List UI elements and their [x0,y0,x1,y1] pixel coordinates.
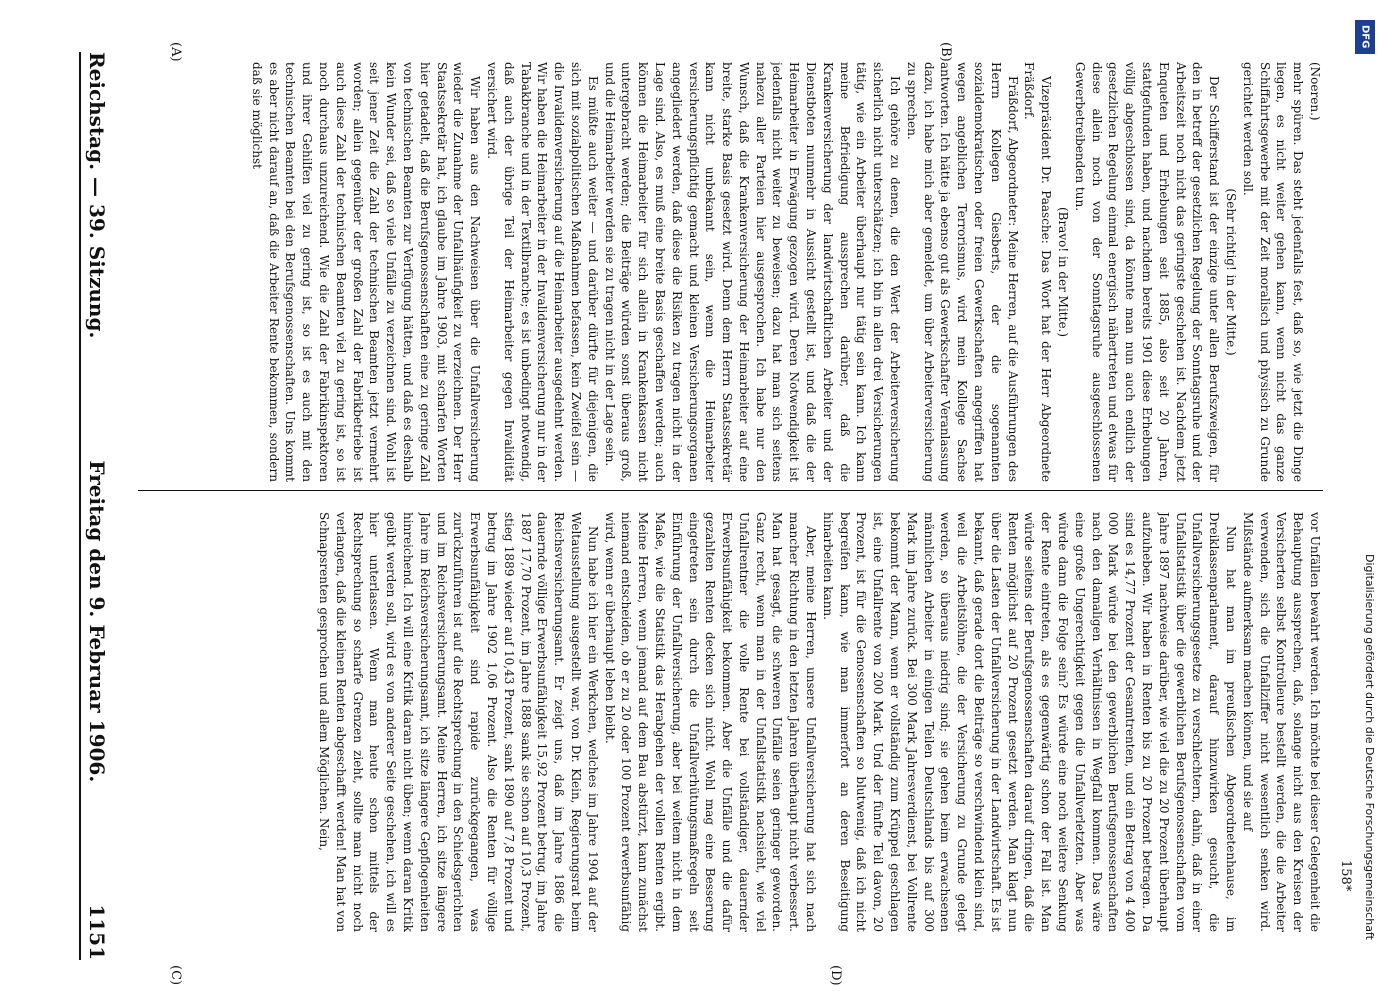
right-column-paragraph: vor Unfällen bewahrt werden. Ich möchte bei dieser Gelegenheit die Behauptung aussprechen, daß, solange nicht aus den Kreisen der Versicherten selbst Kontrolleure bestellt werden, die die Arbeiter verwenden, sich die Unfallziffer nicht wesentlich senken wird. Mißstände aufmerksam machen können, und sie auf [1240,512,1322,932]
page-header [79,52,131,960]
left-column-paragraph: Fräßdorf, Abgeordneter: Meine Herren, auf die Ausführungen des Herrn Kollegen Giesberts, der die sogenannten sozialdemokratischen oder freien Gewerkschaften angegriffen hat wegen angeblichen Terrorismus, wird mein Kollege Sachse antworten. Ich hätte ja ebenso gut als Gewerkschafter Veranlassung dazu, ich habe mich aber gemeldet, um über Arbeiterversicherung zu sprechen. [904,62,1020,482]
left-column-paragraph: Der Schifferstand ist der einzige unter allen Berufszweigen, für den in betreff der gesetzlichen Regelung der Sonntagsruhe und der Arbeitszeit noch nicht das geringste geschehen ist. Nachdem jetzt Enqueten und Erhebungen seit 1885, also seit 20 Jahren, stattgefunden haben, und nachdem bereits 1901 diese Erhebungen völlig abgeschlossen sind, da könnte man nun auch endlich der gesetzlichen Regelung einmal energisch nähertreten und etwas für diese allein noch von der Sonntagsruhe ausgeschlossenen Gewerbetreibenden tun. [1072,62,1222,482]
left-column-paragraph: (Sehr richtig! in der Mitte.) [1224,188,1239,356]
header-left: Reichstag. — 39. Sitzung. [85,52,109,339]
left-column-paragraph: Wir haben aus den Nachweisen über die Unfallversicherung wieder die Zunahme der Unfallhäufigkeit zu verzeichnen. Der Herr Staatssekretär hat, ich glaube im Jahre 1903, mit scharfen Worten hier getadelt, daß die Berufsgenossenschaften eine zu geringe Zahl von technischen Beamten zur Verfügung hätten, und daß es deshalb kein Wunder sei, daß so viele Unfälle zu verzeichnen sind. Wohl ist seit jener Zeit die Zahl der technischen Beamten jetzt vermehrt worden; allein gegenüber der großen Zahl der Fabrikbetriebe ist auch diese Zahl der technischen Beamten viel zu gering ist, so ist noch durchaus unzureichend. Wie die Zahl der Fabrikinspektoren und ihrer Gehilfen viel zu gering ist, so ist es auch mit den technischen Beamten bei den Berufsgenossenschaften. Uns kommt es aber nicht darauf an, daß die Arbeiter Rente bekommen, sondern daß sie möglichst [249,62,483,482]
left-column-paragraph: Es müßte auch weiter — und darüber dürfte für diejenigen, die sich mit sozialpolitischen Maßnahmen befassen, kein Zweifel sein — die Invalidenversicherung auf die Heimarbeiter ausgedehnt werden. Wir haben die Heimarbeiter in der Invalidenversicherung nur in der Tabakbranche und in der Textilbranche; es ist unbedingt notwendig, daß auch der übrige Teil der Heimarbeiter gegen Invalidität versichert wird. [484,62,600,482]
left-column-paragraph: Vizepräsident Dr. Paasche: Das Wort hat der Herr Abgeordnete Fräßdorf. [1022,62,1054,482]
footnote: 158* [1338,860,1353,892]
margin-marker-a: (A) [168,42,183,62]
margin-marker-b: (B) [938,42,953,62]
left-column-paragraph: (Bravo! in der Mitte.) [1056,206,1071,338]
right-column [138,512,1323,932]
side-credit-text: Digitalisierung gefördert durch die Deutsche Forschungsgemeinschaft [1363,554,1376,940]
header-center: Freitag den 9. Februar 1906. [85,460,109,783]
left-column [138,62,1323,482]
margin-marker-c: (C) [168,965,183,986]
right-column-paragraph: Aber, meine Herren, unsere Unfallversicherung hat sich nach mancher Richtung in den letzten Jahren überhaupt nicht verbessert. Man hat gesagt, die schweren Unfälle seien geringer geworden. Ganz recht, wenn man in der Unfallstatistik nachsieht, wie viel Unfallrentner die volle Rente bei vollständiger, dauernder Erwerbsunfähigkeit bekommen. Aber die Unfälle und die dafür gezahlten Renten decken sich nicht. Wohl mag eine Besserung eingetreten sein durch die Unfallverhütungsmaßregeln seit Einführung der Unfallversicherung, aber bei weitem nicht in dem Maße, wie die Statistik das Herabgehen der vollen Renten ergibt. Meine Herren, wenn jemand auf dem Bau abstürzt, kann zunächst niemand entscheiden, ob er zu 20 oder 100 Prozent erwerbsunfähig wird, wenn er überhaupt leben bleibt. [602,512,819,932]
margin-marker-d: (D) [828,965,843,986]
column-divider [138,490,1323,491]
right-column-paragraph: Nun hat man im preußischen Abgeordnetenhause, im Dreiklassenparlament, darauf hinzuwirken gesucht, die Unfallversicherungsgesetze zu verschlechtern, dahin, daß in einer Unfallstatistik über die gewerblichen Berufsgenossenschaften vom Jahre 1897 nachweise darüber, wie viel die zu 20 Prozent überhaupt aufzuheben. Wir haben in Renten bis zu 20 Prozent betragen. Da sind es 14,77 Prozent der Gesamtrenten, und ein Betrag von 4 400 000 Mark würde bei den gewerblichen Berufsgenossenschaften nach den damaligen Verhältnissen in Wegfall kommen. Das wäre eine große Ungerechtigkeit gegen die Unfallverletzten. Aber was würde dann die Folge sein? Es würde eine noch weitere Senkung der Rente eintreten, als es gegenwärtig schon der Fall ist. Man würde seitens der Berufsgenossenschaften darauf dringen, daß die Renten möglichst auf 20 Prozent gesetzt werden. Man klagt nun über die Lasten der Unfallversicherung in der Landwirtschaft. Es ist bekannt, daß gerade dort die Beiträge so verschwindend klein sind, weil die Arbeitslöhne, die der Versicherung zu Grunde gelegt werden, so überaus niedrig sind; sie gehen beim erwachsenen männlichen Arbeiter in einigen Teilen Deutschlands bis auf 300 Mark im Jahre zurück. Bei 300 Mark Jahresverdienst, bei Vollrente bekommt der Mann, wenn er vollständig zum Krüppel geschlagen ist, eine Unfallrente von 200 Mark. Und der fünfte Teil davon, 20 Prozent, ist für die Genossenschaften so blutwenig, daß ich nicht begreifen kann, wie man immerfort an deren Beseitigung hinarbeiten kann. [820,512,1239,932]
left-column-paragraph: mehr spüren. Das steht jedenfalls fest, daß so, wie jetzt die Dinge liegen, es nicht weiter gehen kann, wenn nicht das ganze Schiffahrtsgewerbe mit der Zeit moralisch und physisch zu Grunde gerichtet werden soll. [1240,62,1306,482]
dfg-logo-icon: DFG [1355,20,1375,54]
page-number: 1151 [85,904,109,960]
left-column-paragraph: Ich gehöre zu denen, die den Wert der Arbeiterversicherung sicherlich nicht unterschätzen; ich bin in allen drei Versicherungen tätig, wie ein Arbeiter überhaupt nur tätig sein kann. Ich kann meine Befriedigung aussprechen darüber, daß die Krankenversicherung der landwirtschaftlichen Arbeiter und der Dienstboten nunmehr in Aussicht gestellt ist, und daß die der Heimarbeiter in Erwägung gezogen wird. Deren Notwendigkeit ist jedenfalls nicht weiter zu beweisen; dazu hat man sich seitens nahezu aller Parteien hier ausgesprochen. Ich habe nur den Wunsch, daß die Krankenversicherung der Heimarbeiter auf eine breite, starke Basis gesetzt wird. Denn dem Herrn Staatssekretär kann nicht unbekannt sein, wenn die Heimarbeiter versicherungspflichtig gemacht und kleinen Versicherungsorganen angegliedert werden, daß diese die Risiken zu tragen nicht in der Lage sind. Also, es muß eine breite Basis geschaffen werden; auch können die Heimarbeiter für sich allein in Krankenkassen nicht untergebracht werden; die Beiträge würden sonst überaus groß, und die Heimarbeiter werden sie zu tragen nicht in der Lage sein. [602,62,903,482]
right-column-paragraph: Nun habe ich hier ein Werkchen, welches im Jahre 1904 auf der Weltausstellung ausgestellt war, von Dr. Klein, Regierungsrat beim Reichsversicherungsamt. Er zeigt uns, daß im Jahre 1886 die dauernde völlige Erwerbsunfähigkeit 15,92 Prozent betrug, im Jahre 1887 17,70 Prozent, im Jahre 1888 sank sie schon auf 10,3 Prozent, stieg 1889 wieder auf 10,43 Prozent, sank 1890 auf 7,8 Prozent und betrug im Jahre 1902 1,06 Prozent. Also die Renten für völlige Erwerbsunfähigkeit sind rapide zurückgegangen, was zurückzuführen ist auf die Rechtsprechung in den Schiedsgerichten und im Reichsversicherungsamt. Meine Herren, ich sitze längere Jahre im Reichsversicherungsamt, ich sitze längere Gepflogenheiten hinreichend. Ich will eine Kritik daran nicht üben; wenn daran Kritik geübt werden soll, wird es von anderer Seite geschehen, ich will es hier unterlassen. Wenn man heute schon mittels der Rechtsprechung so scharfe Grenzen zieht, sollte man nicht noch verlangen, daß die kleinen Renten abgeschafft werden! Man hat von Schnapsrenten gesprochen und allem Möglichen. Nein, [316,512,600,932]
side-credit [1354,20,1376,960]
left-column-paragraph: (Noeren.) [1308,62,1322,121]
